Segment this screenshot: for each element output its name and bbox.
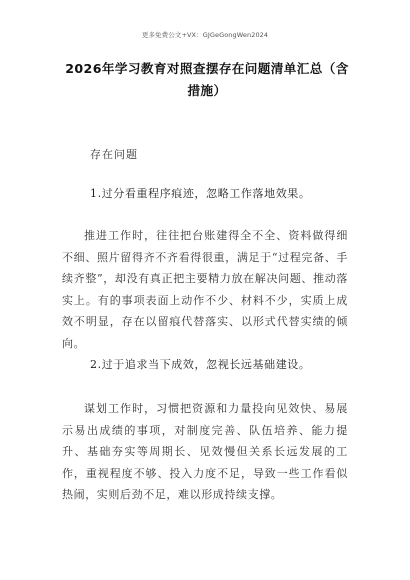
- issue-body-2: 谋划工作时，习惯把资源和力量投向见效快、易展示易出成绩的事项，对制度完善、队伍培养、能力提升、基础夯实等周期长、见效慢但关系长远发展的工作，重视程度不够、投入力度不足，导致一些工作看似热闹，实则后劲不足，难以形成持续支撑。: [62, 402, 348, 501]
- issue-body-1: 推进工作时，往往把台账建得全不全、资料做得细不细、照片留得齐不齐看得很重，满足于“过程完备、手续齐整”，却没有真正把主要精力放在解决问题、推动落实上。有的事项表面上动作不少、材料不少，实质上成效不明显，存在以留痕代替落实、以形式代替实绩的倾向。: [62, 229, 348, 350]
- header-note: 更多免费公文+VX：GJGeGongWen2024: [141, 31, 269, 39]
- issue-heading-1: 1.过分看重程序痕迹，忽略工作落地效果。: [90, 187, 311, 200]
- section-heading: 存在问题: [90, 148, 138, 161]
- issue-heading-2: 2.过于追求当下成效，忽视长远基础建设。: [90, 358, 311, 371]
- document-title: 2026年学习教育对照查摆存在问题清单汇总（含措施）: [65, 61, 349, 98]
